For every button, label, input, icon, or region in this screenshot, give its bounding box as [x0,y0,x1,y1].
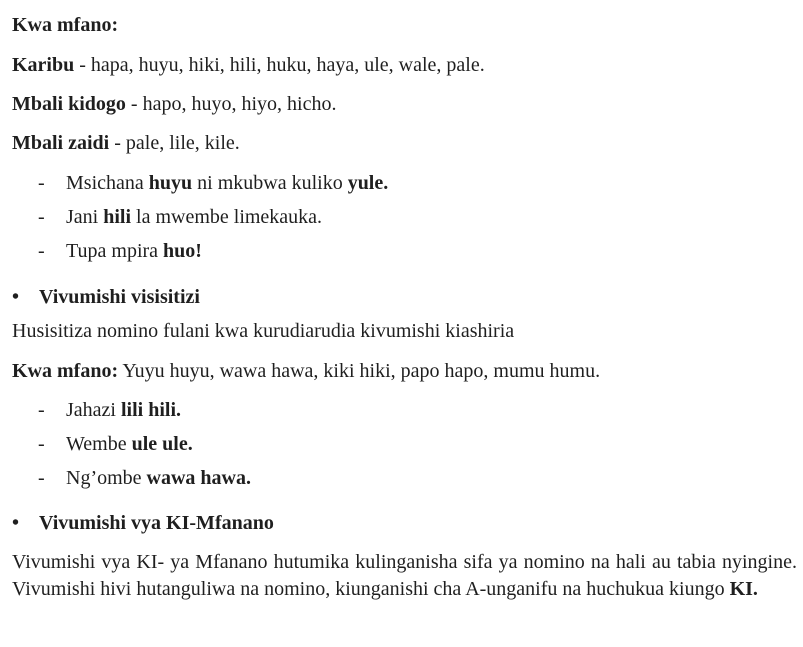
list-item [66,240,202,263]
example-text: Tupa mpira [66,240,164,262]
mbali-zaidi-term: Mbali zaidi [12,132,110,154]
list-item [66,467,251,490]
list-dash: - [38,240,45,262]
list-dash: - [38,172,45,194]
list-item [66,433,193,456]
bullet: • [12,286,20,308]
example-bold: yule. [347,172,389,194]
example-text: Msichana [66,172,149,194]
example-text: Wembe [66,433,132,455]
list-dash: - [38,433,45,455]
paragraph-text: Vivumishi vya KI- ya Mfanano hutumika kulinganisha sifa ya nomino na hali au tabia nyingine. Vivumishi hivi hutanguliwa na nomino, kiunganishi cha A-unganifu na huchukua kiungo [12,551,797,600]
example-label: Kwa mfano: [12,360,119,382]
example-bold: hili [103,206,132,228]
mbali-kidogo-line [12,93,336,116]
karibu-sep: - [74,54,91,76]
example-words: Yuyu huyu, wawa hawa, kiki hiki, papo hapo, mumu humu. [118,360,601,382]
example-text: Ng’ombe [66,467,147,489]
visisitizi-description: Husisitiza nomino fulani kwa kurudiarudia kivumishi kiashiria [12,320,515,342]
list-item [66,399,181,422]
ki-mfanano-paragraph [12,549,797,603]
example-bold: wawa hawa. [146,467,251,489]
list-dash: - [38,467,45,489]
section-heading-visisitizi: Vivumishi visisitizi [39,286,200,308]
mbali-kidogo-term: Mbali kidogo [12,93,126,115]
mbali-kidogo-words: hapo, huyo, hiyo, hicho. [142,93,337,115]
example-text: Jahazi [66,399,121,421]
visisitizi-example-line [12,360,600,383]
karibu-words: hapa, huyu, hiki, hili, huku, haya, ule, wale, pale. [90,54,485,76]
example-bold: huo! [163,240,202,262]
paragraph-bold: KI. [729,578,758,600]
list-item [66,206,322,229]
karibu-term: Karibu [12,54,75,76]
mbali-zaidi-line [12,132,240,155]
example-bold: huyu [148,172,193,194]
mbali-kidogo-sep: - [125,93,143,115]
example-bold: lili hili. [120,399,182,421]
karibu-line [12,54,485,77]
example-text: ni mkubwa kuliko [192,172,348,194]
list-item [66,172,388,195]
bullet: • [12,512,20,534]
section-heading-ki-mfanano: Vivumishi vya KI-Mfanano [39,512,274,534]
mbali-zaidi-words: pale, lile, kile. [125,132,240,154]
mbali-zaidi-sep: - [109,132,126,154]
example-text: Jani [66,206,104,228]
example-bold: ule ule. [131,433,193,455]
example-text: la mwembe limekauka. [131,206,323,228]
list-dash: - [38,206,45,228]
example-heading: Kwa mfano: [12,14,119,36]
list-dash: - [38,399,45,421]
